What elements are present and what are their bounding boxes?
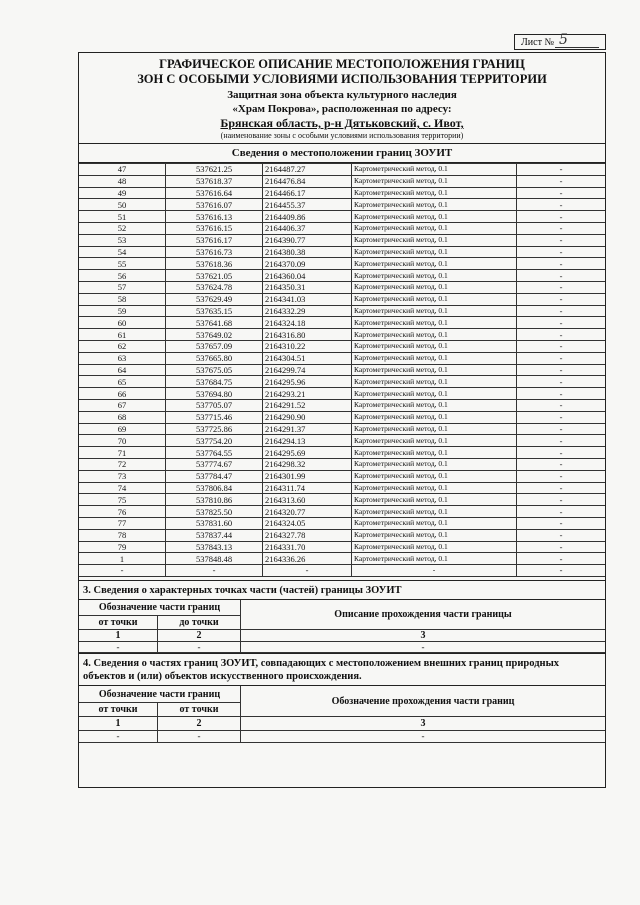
coordinate-x: 537764.55 xyxy=(166,447,263,459)
method-accuracy: Картометрический метод, 0.1 xyxy=(352,494,517,506)
method-accuracy: Картометрический метод, 0.1 xyxy=(352,234,517,246)
description-cell: - xyxy=(517,175,606,187)
description-cell: - xyxy=(517,222,606,234)
description-cell: - xyxy=(517,494,606,506)
coordinate-y: 2164341.03 xyxy=(263,293,352,305)
empty-cell: - xyxy=(352,565,517,577)
coordinate-x: 537641.68 xyxy=(166,317,263,329)
method-accuracy: Картометрический метод, 0.1 xyxy=(352,270,517,282)
point-number: 52 xyxy=(79,222,166,234)
coordinate-y: 2164336.26 xyxy=(263,553,352,565)
method-accuracy: Картометрический метод, 0.1 xyxy=(352,435,517,447)
document-header xyxy=(79,57,605,144)
zone-type: Защитная зона объекта культурного наследия xyxy=(227,89,457,101)
table-row xyxy=(79,517,605,529)
coordinate-y: 2164476.84 xyxy=(263,175,352,187)
coordinate-y: 2164409.86 xyxy=(263,211,352,223)
table-row xyxy=(79,281,605,293)
table-row xyxy=(79,411,605,423)
coordinate-y: 2164299.74 xyxy=(263,364,352,376)
section-4-table xyxy=(79,686,605,743)
coordinate-y: 2164332.29 xyxy=(263,305,352,317)
coordinate-x: 537810.86 xyxy=(166,494,263,506)
description-cell: - xyxy=(517,388,606,400)
coordinate-x: 537616.15 xyxy=(166,222,263,234)
column-number: 1 xyxy=(79,716,158,730)
coordinate-x: 537629.49 xyxy=(166,293,263,305)
coordinates-table xyxy=(79,163,605,577)
coordinate-y: 2164311.74 xyxy=(263,482,352,494)
coordinate-x: 537621.05 xyxy=(166,270,263,282)
method-accuracy: Картометрический метод, 0.1 xyxy=(352,246,517,258)
coordinate-x: 537837.44 xyxy=(166,529,263,541)
table-row xyxy=(79,258,605,270)
method-accuracy: Картометрический метод, 0.1 xyxy=(352,340,517,352)
method-accuracy: Картометрический метод, 0.1 xyxy=(352,399,517,411)
from-point-header: от точки xyxy=(79,702,158,716)
column-number: 3 xyxy=(241,716,606,730)
point-number: 59 xyxy=(79,305,166,317)
table-row xyxy=(79,423,605,435)
coordinate-x: 537616.64 xyxy=(166,187,263,199)
method-accuracy: Картометрический метод, 0.1 xyxy=(352,458,517,470)
description-cell: - xyxy=(517,364,606,376)
coordinate-x: 537616.13 xyxy=(166,211,263,223)
point-number: 62 xyxy=(79,340,166,352)
coordinate-y: 2164293.21 xyxy=(263,388,352,400)
description-cell: - xyxy=(517,399,606,411)
table-row xyxy=(79,305,605,317)
column-number: 2 xyxy=(158,716,241,730)
point-number: 61 xyxy=(79,329,166,341)
sheet-number-box xyxy=(514,34,606,50)
coordinate-y: 2164466.17 xyxy=(263,187,352,199)
method-accuracy: Картометрический метод, 0.1 xyxy=(352,199,517,211)
coordinate-y: 2164301.99 xyxy=(263,470,352,482)
empty-cell: - xyxy=(158,730,241,742)
point-number: 55 xyxy=(79,258,166,270)
point-number: 73 xyxy=(79,470,166,482)
table-row xyxy=(79,175,605,187)
method-accuracy: Картометрический метод, 0.1 xyxy=(352,164,517,176)
point-number: 1 xyxy=(79,553,166,565)
empty-cell: - xyxy=(158,642,241,653)
description-cell: - xyxy=(517,187,606,199)
coordinate-x: 537665.80 xyxy=(166,352,263,364)
table-row xyxy=(79,364,605,376)
coordinate-y: 2164313.60 xyxy=(263,494,352,506)
description-cell: - xyxy=(517,541,606,553)
method-accuracy: Картометрический метод, 0.1 xyxy=(352,222,517,234)
table-row xyxy=(79,340,605,352)
table-row xyxy=(79,435,605,447)
method-accuracy: Картометрический метод, 0.1 xyxy=(352,470,517,482)
coordinate-x: 537616.07 xyxy=(166,199,263,211)
coordinate-y: 2164316.80 xyxy=(263,329,352,341)
method-accuracy: Картометрический метод, 0.1 xyxy=(352,553,517,565)
coordinate-y: 2164320.77 xyxy=(263,506,352,518)
coordinate-y: 2164295.69 xyxy=(263,447,352,459)
point-number: 54 xyxy=(79,246,166,258)
point-number: 69 xyxy=(79,423,166,435)
point-number: 66 xyxy=(79,388,166,400)
table-row xyxy=(79,565,605,577)
coordinate-y: 2164324.18 xyxy=(263,317,352,329)
empty-cell: - xyxy=(517,565,606,577)
coordinate-y: 2164304.51 xyxy=(263,352,352,364)
table-row xyxy=(79,270,605,282)
table-row xyxy=(79,187,605,199)
coordinate-y: 2164310.22 xyxy=(263,340,352,352)
coordinate-x: 537621.25 xyxy=(166,164,263,176)
coordinate-x: 537774.67 xyxy=(166,458,263,470)
point-number: 50 xyxy=(79,199,166,211)
description-cell: - xyxy=(517,164,606,176)
column-number: 3 xyxy=(241,630,606,642)
table-row xyxy=(79,352,605,364)
point-number: 57 xyxy=(79,281,166,293)
title-line-1: ГРАФИЧЕСКОЕ ОПИСАНИЕ МЕСТОПОЛОЖЕНИЯ ГРАНИЦ xyxy=(159,57,525,71)
point-number: 56 xyxy=(79,270,166,282)
description-cell: - xyxy=(517,423,606,435)
column-number: 2 xyxy=(158,630,241,642)
description-cell: - xyxy=(517,305,606,317)
coordinate-y: 2164327.78 xyxy=(263,529,352,541)
coordinate-y: 2164487.27 xyxy=(263,164,352,176)
description-cell: - xyxy=(517,352,606,364)
section-4-title: 4. Сведения о частях границ ЗОУИТ, совпадающих с местоположением внешних границ природных объектов и (или) объектов искусственного происхождения. xyxy=(79,653,605,686)
method-accuracy: Картометрический метод, 0.1 xyxy=(352,529,517,541)
empty-cell: - xyxy=(166,565,263,577)
empty-cell: - xyxy=(79,565,166,577)
description-cell: - xyxy=(517,553,606,565)
description-cell: - xyxy=(517,211,606,223)
table-row xyxy=(79,329,605,341)
table-row xyxy=(79,494,605,506)
coordinate-x: 537843.13 xyxy=(166,541,263,553)
point-number: 67 xyxy=(79,399,166,411)
coordinate-x: 537825.50 xyxy=(166,506,263,518)
method-accuracy: Картометрический метод, 0.1 xyxy=(352,364,517,376)
point-number: 76 xyxy=(79,506,166,518)
method-accuracy: Картометрический метод, 0.1 xyxy=(352,447,517,459)
coordinate-y: 2164294.13 xyxy=(263,435,352,447)
table-row xyxy=(79,399,605,411)
section-2-title: Сведения о местоположении границ ЗОУИТ xyxy=(79,144,605,163)
table-row xyxy=(79,529,605,541)
object-name: «Храм Покрова», расположенная по адресу: xyxy=(232,103,452,115)
description-cell: - xyxy=(517,376,606,388)
coordinate-x: 537806.84 xyxy=(166,482,263,494)
point-number: 70 xyxy=(79,435,166,447)
description-cell: - xyxy=(517,329,606,341)
method-accuracy: Картометрический метод, 0.1 xyxy=(352,281,517,293)
title-line-2: ЗОН С ОСОБЫМИ УСЛОВИЯМИ ИСПОЛЬЗОВАНИЯ ТЕРРИТОРИИ xyxy=(137,72,547,86)
coordinate-y: 2164331.70 xyxy=(263,541,352,553)
table-row xyxy=(79,541,605,553)
method-accuracy: Картометрический метод, 0.1 xyxy=(352,506,517,518)
table-row xyxy=(79,246,605,258)
method-accuracy: Картометрический метод, 0.1 xyxy=(352,541,517,553)
coordinate-y: 2164370.09 xyxy=(263,258,352,270)
coordinate-x: 537675.05 xyxy=(166,364,263,376)
description-cell: - xyxy=(517,258,606,270)
method-accuracy: Картометрический метод, 0.1 xyxy=(352,175,517,187)
coordinate-x: 537831.60 xyxy=(166,517,263,529)
coordinate-x: 537616.73 xyxy=(166,246,263,258)
coordinate-x: 537705.07 xyxy=(166,399,263,411)
point-number: 51 xyxy=(79,211,166,223)
document-frame xyxy=(78,52,606,788)
coordinate-x: 537618.37 xyxy=(166,175,263,187)
section-3-table xyxy=(79,600,605,654)
description-cell: - xyxy=(517,435,606,447)
coordinate-y: 2164350.31 xyxy=(263,281,352,293)
point-number: 65 xyxy=(79,376,166,388)
point-number: 53 xyxy=(79,234,166,246)
table-row xyxy=(79,447,605,459)
point-number: 74 xyxy=(79,482,166,494)
description-cell: - xyxy=(517,447,606,459)
sheet-label: Лист № xyxy=(521,37,554,48)
coordinate-y: 2164455.37 xyxy=(263,199,352,211)
method-accuracy: Картометрический метод, 0.1 xyxy=(352,517,517,529)
coordinate-y: 2164291.52 xyxy=(263,399,352,411)
coordinate-x: 537618.36 xyxy=(166,258,263,270)
designation-header: Обозначение части границ xyxy=(79,686,241,702)
method-accuracy: Картометрический метод, 0.1 xyxy=(352,187,517,199)
description-cell: - xyxy=(517,411,606,423)
table-row xyxy=(79,506,605,518)
method-accuracy: Картометрический метод, 0.1 xyxy=(352,423,517,435)
section-3-title: 3. Сведения о характерных точках части (частей) границы ЗОУИТ xyxy=(79,580,605,600)
zone-caption: (наименование зоны с особыми условиями использования территории) xyxy=(79,131,605,144)
coordinate-y: 2164324.05 xyxy=(263,517,352,529)
method-accuracy: Картометрический метод, 0.1 xyxy=(352,317,517,329)
coordinate-y: 2164290.90 xyxy=(263,411,352,423)
coordinate-x: 537754.20 xyxy=(166,435,263,447)
description-cell: - xyxy=(517,293,606,305)
empty-cell: - xyxy=(263,565,352,577)
point-number: 75 xyxy=(79,494,166,506)
table-row xyxy=(79,234,605,246)
table-row xyxy=(79,376,605,388)
point-number: 60 xyxy=(79,317,166,329)
method-accuracy: Картометрический метод, 0.1 xyxy=(352,352,517,364)
description-cell: - xyxy=(517,482,606,494)
point-number: 71 xyxy=(79,447,166,459)
point-number: 49 xyxy=(79,187,166,199)
empty-cell: - xyxy=(79,642,158,653)
table-row xyxy=(79,553,605,565)
method-accuracy: Картометрический метод, 0.1 xyxy=(352,482,517,494)
coordinate-y: 2164406.37 xyxy=(263,222,352,234)
description-cell: - xyxy=(517,317,606,329)
coordinate-x: 537684.75 xyxy=(166,376,263,388)
description-cell: - xyxy=(517,529,606,541)
coordinate-x: 537624.78 xyxy=(166,281,263,293)
description-cell: - xyxy=(517,517,606,529)
coordinate-x: 537848.48 xyxy=(166,553,263,565)
description-cell: - xyxy=(517,340,606,352)
point-number: 72 xyxy=(79,458,166,470)
to-point-header: до точки xyxy=(158,616,241,630)
coordinate-x: 537725.86 xyxy=(166,423,263,435)
coordinate-y: 2164291.37 xyxy=(263,423,352,435)
coordinate-y: 2164295.96 xyxy=(263,376,352,388)
method-accuracy: Картометрический метод, 0.1 xyxy=(352,293,517,305)
method-accuracy: Картометрический метод, 0.1 xyxy=(352,388,517,400)
description-cell: - xyxy=(517,234,606,246)
column-number: 1 xyxy=(79,630,158,642)
point-number: 47 xyxy=(79,164,166,176)
table-row xyxy=(79,317,605,329)
description-header: Описание прохождения части границы xyxy=(241,600,606,630)
from-point-header: от точки xyxy=(79,616,158,630)
table-row xyxy=(79,470,605,482)
point-number: 79 xyxy=(79,541,166,553)
description-cell: - xyxy=(517,246,606,258)
coordinate-x: 537694.80 xyxy=(166,388,263,400)
empty-cell: - xyxy=(241,642,606,653)
coordinate-x: 537635.15 xyxy=(166,305,263,317)
table-row xyxy=(79,293,605,305)
point-number: 64 xyxy=(79,364,166,376)
description-cell: - xyxy=(517,470,606,482)
table-row xyxy=(79,482,605,494)
table-row xyxy=(79,222,605,234)
method-accuracy: Картометрический метод, 0.1 xyxy=(352,211,517,223)
point-number: 48 xyxy=(79,175,166,187)
designation-header: Обозначение части границ xyxy=(79,600,241,616)
coordinate-x: 537616.17 xyxy=(166,234,263,246)
description-cell: - xyxy=(517,281,606,293)
point-number: 78 xyxy=(79,529,166,541)
table-row xyxy=(79,388,605,400)
description-cell: - xyxy=(517,199,606,211)
method-accuracy: Картометрический метод, 0.1 xyxy=(352,376,517,388)
description-header: Обозначение прохождения части границ xyxy=(241,686,606,716)
point-number: 68 xyxy=(79,411,166,423)
coordinate-y: 2164380.38 xyxy=(263,246,352,258)
table-row xyxy=(79,164,605,176)
method-accuracy: Картометрический метод, 0.1 xyxy=(352,258,517,270)
coordinate-y: 2164360.04 xyxy=(263,270,352,282)
coordinate-x: 537657.09 xyxy=(166,340,263,352)
empty-cell: - xyxy=(241,730,606,742)
method-accuracy: Картометрический метод, 0.1 xyxy=(352,305,517,317)
table-row xyxy=(79,458,605,470)
coordinate-x: 537649.02 xyxy=(166,329,263,341)
description-cell: - xyxy=(517,458,606,470)
point-number: 77 xyxy=(79,517,166,529)
coordinate-y: 2164390.77 xyxy=(263,234,352,246)
empty-cell: - xyxy=(79,730,158,742)
sheet-number: 5 xyxy=(559,32,568,48)
to-point-header: от точки xyxy=(158,702,241,716)
table-row xyxy=(79,199,605,211)
description-cell: - xyxy=(517,270,606,282)
point-number: 63 xyxy=(79,352,166,364)
coordinate-x: 537784.47 xyxy=(166,470,263,482)
table-row xyxy=(79,211,605,223)
point-number: 58 xyxy=(79,293,166,305)
coordinate-x: 537715.46 xyxy=(166,411,263,423)
method-accuracy: Картометрический метод, 0.1 xyxy=(352,411,517,423)
coordinate-y: 2164298.32 xyxy=(263,458,352,470)
object-address: Брянская область, р-н Дятьковский, с. Ивот, xyxy=(220,116,464,130)
description-cell: - xyxy=(517,506,606,518)
method-accuracy: Картометрический метод, 0.1 xyxy=(352,329,517,341)
